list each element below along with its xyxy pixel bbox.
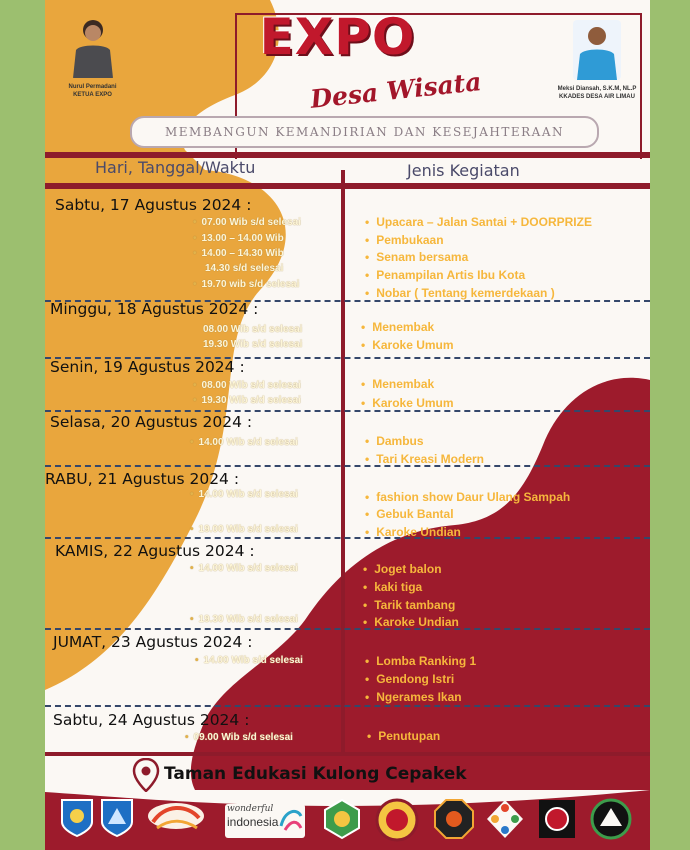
day-label: Sabtu, 24 Agustus 2024 : bbox=[53, 711, 250, 729]
location-text: Taman Edukasi Kulong Cepakek bbox=[164, 764, 467, 784]
time-item: 14.30 s/d selesai bbox=[205, 263, 284, 274]
left-person-photo bbox=[70, 16, 116, 78]
sponsor-logos bbox=[45, 792, 650, 850]
column-header-date: Hari, Tanggal/Waktu bbox=[95, 158, 256, 177]
wonderful-indonesia-logo bbox=[225, 804, 305, 838]
column-divider bbox=[341, 170, 345, 753]
time-item: • 19.00 Wib s/d selesai bbox=[190, 524, 298, 535]
row-separator bbox=[45, 537, 650, 539]
indonesia-text: indonesia bbox=[227, 815, 279, 829]
left-person-role: KETUA EXPO bbox=[73, 92, 112, 98]
activity-item: • Upacara – Jalan Santai + DOORPRIZE bbox=[365, 215, 592, 229]
time-item: 19.30 Wib s/d selesai bbox=[203, 339, 303, 350]
day-label: Selasa, 20 Agustus 2024 : bbox=[50, 413, 253, 431]
tourism-brand-logo bbox=[145, 798, 207, 838]
time-item: 08.00 Wib s/d selesai bbox=[203, 324, 303, 335]
row-separator bbox=[45, 628, 650, 630]
day-label: Minggu, 18 Agustus 2024 : bbox=[50, 300, 259, 318]
activity-item: • Joget balon bbox=[363, 562, 442, 576]
activity-item: • Karoke Undian bbox=[365, 525, 461, 539]
activity-item: • Penutupan bbox=[367, 729, 440, 743]
activity-item: • Penampilan Artis Ibu Kota bbox=[365, 268, 525, 282]
tagline: MEMBANGUN KEMANDIRIAN DAN KESEJAHTERAAN bbox=[130, 116, 599, 148]
time-item: • 09.00 Wib s/d selesai bbox=[185, 732, 293, 743]
black-green-emblem-logo bbox=[590, 798, 632, 840]
activity-item: • kaki tiga bbox=[363, 580, 422, 594]
time-item: • 14.00 Wib s/d selesai bbox=[190, 437, 298, 448]
activity-item: • Tarik tambang bbox=[363, 598, 455, 612]
right-person-role: KKADES DESA AIR LIMAU bbox=[559, 94, 635, 100]
time-item: • 19.30 Wib s/d selesai bbox=[190, 614, 298, 625]
day-label: RABU, 21 Agustus 2024 : bbox=[45, 470, 240, 488]
activity-item: • Dambus bbox=[365, 434, 424, 448]
time-item: • 07.00 Wib s/d selesai bbox=[193, 217, 301, 228]
activity-item: • Pembukaan bbox=[365, 233, 444, 247]
activity-item: • Senam bersama bbox=[365, 250, 468, 264]
left-person bbox=[55, 16, 130, 99]
location bbox=[132, 758, 650, 794]
activity-item: • Menembak bbox=[361, 377, 434, 391]
event-poster bbox=[45, 0, 650, 850]
day-label: JUMAT, 23 Agustus 2024 : bbox=[53, 633, 253, 651]
time-item: • 14.00 Wib s/d selesai bbox=[190, 489, 298, 500]
activity-item: • Gebuk Bantal bbox=[365, 507, 454, 521]
time-item: • 19.70 wib s/d selesai bbox=[193, 279, 299, 290]
activity-item: • Lomba Ranking 1 bbox=[365, 654, 476, 668]
right-person-name: Meksi Diansah, S.K.M, NL.P bbox=[557, 86, 637, 92]
time-item: • 08.00 Wib s/d selesai bbox=[193, 380, 301, 391]
activity-item: • Karoke Undian bbox=[363, 615, 459, 629]
time-item: • 19.30 Wib s/d selesai bbox=[193, 395, 301, 406]
table-header-bottom-bar bbox=[45, 183, 650, 189]
diamond-pattern-logo bbox=[485, 798, 525, 840]
expo-title: EXPO bbox=[259, 8, 416, 66]
activity-item: • Menembak bbox=[361, 320, 434, 334]
activity-item: • fashion show Daur Ulang Sampah bbox=[365, 490, 570, 504]
row-separator bbox=[45, 465, 650, 467]
row-separator bbox=[45, 705, 650, 707]
activity-item: • Tari Kreasi Modern bbox=[365, 452, 484, 466]
round-seal-logo bbox=[375, 798, 419, 842]
time-item: • 14.00 Wib s/d selesai bbox=[190, 563, 298, 574]
day-label: KAMIS, 22 Agustus 2024 : bbox=[55, 542, 255, 560]
time-item: • 14.00 – 14.30 Wib bbox=[193, 248, 284, 259]
activity-item: • Ngerames Ikan bbox=[365, 690, 462, 704]
day-label: Senin, 19 Agustus 2024 : bbox=[50, 358, 245, 376]
column-header-activity: Jenis Kegiatan bbox=[407, 161, 520, 180]
activity-item: • Nobar ( Tentang kemerdekaan ) bbox=[365, 286, 555, 300]
garuda-swirl-icon bbox=[277, 806, 303, 834]
time-item: • 13.00 – 14.00 Wib bbox=[193, 233, 284, 244]
time-item: • 14.00 Wib s/d selesai bbox=[195, 655, 303, 666]
green-emblem-logo bbox=[321, 798, 363, 840]
black-badge-logo bbox=[537, 798, 577, 840]
regency-shield-logo bbox=[60, 798, 94, 838]
wonderful-text: wonderful bbox=[227, 804, 274, 814]
activity-item: • Karoke Umum bbox=[361, 396, 454, 410]
activity-item: • Karoke Umum bbox=[361, 338, 454, 352]
day-label: Sabtu, 17 Agustus 2024 : bbox=[55, 196, 252, 214]
left-person-name: Nurul Permadani bbox=[68, 84, 117, 90]
row-separator bbox=[45, 410, 650, 412]
activity-item: • Gendong Istri bbox=[365, 672, 454, 686]
table-bottom-bar bbox=[45, 752, 650, 756]
province-shield-logo bbox=[100, 798, 134, 838]
location-pin-icon bbox=[132, 758, 160, 792]
octagon-logo bbox=[433, 798, 475, 840]
desa-wisata-subtitle: Desa Wisata bbox=[308, 67, 483, 114]
